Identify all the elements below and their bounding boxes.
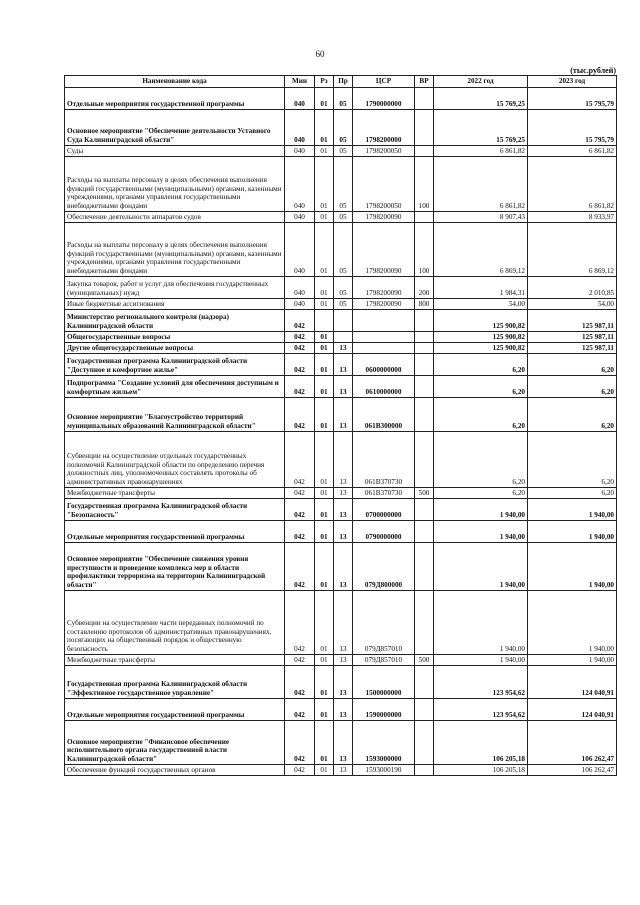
cell-min: 042: [285, 699, 315, 721]
table-row: [65, 110, 617, 146]
cell-csr: 1590000000: [353, 699, 415, 721]
units-label: (тыс.рублей): [570, 66, 616, 75]
cell-2023: 124 040,91: [528, 666, 617, 699]
cell-name: Расходы на выплаты персоналу в целях обеспечения выполнения функций государственными (муниципальными) органами, казенными учреждениями, органами управления государственными внебюджетными фондами: [65, 223, 285, 277]
cell-2023: 1 940,00: [528, 499, 617, 521]
cell-2022: 1 984,31: [434, 277, 528, 299]
cell-2022: 15 769,25: [434, 110, 528, 146]
cell-vr: [415, 591, 434, 655]
header-name: Наименование кода: [65, 76, 285, 88]
cell-pr: 05: [334, 146, 353, 157]
cell-pr: 05: [334, 110, 353, 146]
cell-2023: 15 795,79: [528, 88, 617, 110]
cell-2022: 6 861,82: [434, 146, 528, 157]
table-row: [65, 376, 617, 398]
cell-min: 042: [285, 721, 315, 765]
cell-min: 042: [285, 488, 315, 499]
header-pr: Пр: [334, 76, 353, 88]
cell-2022: 15 769,25: [434, 88, 528, 110]
cell-min: 040: [285, 88, 315, 110]
cell-pr: 13: [334, 376, 353, 398]
cell-pr: 13: [334, 354, 353, 376]
cell-min: 042: [285, 432, 315, 488]
cell-2023: 1 940,00: [528, 543, 617, 591]
cell-vr: [415, 332, 434, 343]
cell-csr: 1798200050: [353, 146, 415, 157]
cell-2022: 1 940,00: [434, 655, 528, 666]
cell-2022: 54,00: [434, 299, 528, 310]
table-body: [65, 88, 617, 776]
cell-rz: 01: [315, 88, 334, 110]
table-row: [65, 699, 617, 721]
cell-name: Иные бюджетные ассигнования: [65, 299, 285, 310]
cell-csr: 1798200000: [353, 110, 415, 146]
cell-pr: 13: [334, 699, 353, 721]
cell-2023: 6 861,82: [528, 157, 617, 212]
cell-pr: 05: [334, 88, 353, 110]
cell-min: 040: [285, 157, 315, 212]
cell-vr: 200: [415, 277, 434, 299]
cell-csr: 1593000000: [353, 721, 415, 765]
cell-vr: [415, 310, 434, 332]
table-row: [65, 354, 617, 376]
cell-pr: 13: [334, 765, 353, 776]
cell-name: Государственная программа Калининградской области "Безопасность": [65, 499, 285, 521]
cell-pr: 05: [334, 299, 353, 310]
cell-2022: 125 900,82: [434, 343, 528, 354]
table-row: [65, 432, 617, 488]
cell-2023: 1 940,00: [528, 591, 617, 655]
cell-min: 042: [285, 310, 315, 332]
cell-vr: [415, 721, 434, 765]
cell-min: 040: [285, 277, 315, 299]
cell-csr: 061В300000: [353, 398, 415, 432]
cell-csr: 079Д857010: [353, 591, 415, 655]
cell-min: 042: [285, 765, 315, 776]
cell-name: Основное мероприятие "Финансовое обеспечение исполнительного органа государственной власти Калининградской области": [65, 721, 285, 765]
cell-csr: 0790000000: [353, 521, 415, 543]
cell-vr: [415, 354, 434, 376]
table-row: [65, 666, 617, 699]
cell-rz: 01: [315, 157, 334, 212]
cell-csr: [353, 332, 415, 343]
cell-pr: [334, 332, 353, 343]
cell-name: Отдельные мероприятия государственной программы: [65, 699, 285, 721]
cell-2022: 6,20: [434, 432, 528, 488]
cell-pr: 13: [334, 666, 353, 699]
cell-rz: 01: [315, 277, 334, 299]
cell-name: Государственная программа Калининградской области "Эффективное государственное управление": [65, 666, 285, 699]
cell-rz: 01: [315, 499, 334, 521]
cell-csr: 1798200090: [353, 212, 415, 223]
cell-pr: [334, 310, 353, 332]
cell-rz: 01: [315, 521, 334, 543]
cell-pr: 13: [334, 655, 353, 666]
table-row: [65, 157, 617, 212]
cell-min: 042: [285, 543, 315, 591]
cell-rz: 01: [315, 299, 334, 310]
cell-2023: 125 987,11: [528, 343, 617, 354]
cell-vr: [415, 376, 434, 398]
cell-min: 040: [285, 110, 315, 146]
cell-2022: 123 954,62: [434, 699, 528, 721]
cell-name: Расходы на выплаты персоналу в целях обеспечения выполнения функций государственными (муниципальными) органами, казенными учреждениями, органами управления государственными внебюджетными фондами: [65, 157, 285, 212]
table-row: [65, 343, 617, 354]
cell-2023: 1 940,00: [528, 521, 617, 543]
cell-csr: 1593000190: [353, 765, 415, 776]
cell-2023: 6,20: [528, 398, 617, 432]
cell-2022: 1 940,00: [434, 499, 528, 521]
header-csr: ЦСР: [353, 76, 415, 88]
cell-vr: [415, 765, 434, 776]
cell-name: Суды: [65, 146, 285, 157]
table-row: [65, 721, 617, 765]
cell-2022: 106 205,18: [434, 765, 528, 776]
cell-2023: 15 795,79: [528, 110, 617, 146]
cell-name: Межбюджетные трансферты: [65, 655, 285, 666]
cell-rz: 01: [315, 343, 334, 354]
cell-name: Субвенции на осуществление отдельных государственных полномочий Калининградской области по определению перечня должностных лиц, уполномоченных составлять протоколы об административных правонарушениях: [65, 432, 285, 488]
cell-vr: [415, 110, 434, 146]
table-row: [65, 310, 617, 332]
cell-rz: 01: [315, 655, 334, 666]
cell-2023: 124 040,91: [528, 699, 617, 721]
cell-2022: 125 900,82: [434, 332, 528, 343]
cell-2023: 1 940,00: [528, 655, 617, 666]
cell-vr: [415, 146, 434, 157]
cell-2023: 6 869,12: [528, 223, 617, 277]
cell-rz: 01: [315, 543, 334, 591]
cell-pr: 13: [334, 488, 353, 499]
table-row: [65, 223, 617, 277]
cell-2022: 6,20: [434, 488, 528, 499]
cell-2023: 6,20: [528, 376, 617, 398]
cell-2023: 125 987,11: [528, 332, 617, 343]
cell-name: Отдельные мероприятия государственной программы: [65, 521, 285, 543]
cell-rz: 01: [315, 699, 334, 721]
cell-vr: 500: [415, 488, 434, 499]
cell-name: Другие общегосударственные вопросы: [65, 343, 285, 354]
cell-2022: 6 869,12: [434, 223, 528, 277]
cell-vr: [415, 398, 434, 432]
cell-csr: 0600000000: [353, 354, 415, 376]
cell-name: Закупка товаров, работ и услуг для обеспечения государственных (муниципальных) нужд: [65, 277, 285, 299]
cell-vr: [415, 521, 434, 543]
cell-name: Государственная программа Калининградской области "Доступное и комфортное жилье": [65, 354, 285, 376]
table-row: [65, 765, 617, 776]
cell-rz: 01: [315, 354, 334, 376]
cell-vr: 800: [415, 299, 434, 310]
cell-2023: 8 933,97: [528, 212, 617, 223]
cell-csr: [353, 343, 415, 354]
cell-csr: 0700000000: [353, 499, 415, 521]
table-row: [65, 277, 617, 299]
cell-rz: 01: [315, 212, 334, 223]
cell-min: 040: [285, 212, 315, 223]
cell-min: 042: [285, 591, 315, 655]
cell-2022: 123 954,62: [434, 666, 528, 699]
table-row: [65, 146, 617, 157]
header-2023: 2023 год: [528, 76, 617, 88]
cell-min: 042: [285, 354, 315, 376]
cell-rz: 01: [315, 765, 334, 776]
cell-min: 040: [285, 223, 315, 277]
table-row: [65, 521, 617, 543]
cell-name: Общегосударственные вопросы: [65, 332, 285, 343]
cell-name: Отдельные мероприятия государственной программы: [65, 88, 285, 110]
table-row: [65, 212, 617, 223]
cell-min: 040: [285, 146, 315, 157]
cell-vr: [415, 666, 434, 699]
cell-vr: [415, 699, 434, 721]
cell-min: 042: [285, 499, 315, 521]
cell-2022: 1 940,00: [434, 591, 528, 655]
cell-csr: 1798200090: [353, 299, 415, 310]
cell-2022: 8 907,43: [434, 212, 528, 223]
cell-name: Основное мероприятие "Обеспечение деятельности Уставного Суда Калининградской области": [65, 110, 285, 146]
cell-name: Основное мероприятие "Обеспечение снижения уровня преступности и проведение комплекса мер в области профилактики терроризма на территории Калининградской области": [65, 543, 285, 591]
cell-pr: 13: [334, 499, 353, 521]
cell-csr: 079Д800000: [353, 543, 415, 591]
cell-pr: 13: [334, 543, 353, 591]
cell-2023: 6,20: [528, 354, 617, 376]
cell-rz: 01: [315, 332, 334, 343]
cell-min: 042: [285, 343, 315, 354]
cell-rz: 01: [315, 376, 334, 398]
cell-rz: 01: [315, 721, 334, 765]
cell-2023: 2 010,85: [528, 277, 617, 299]
table-row: [65, 299, 617, 310]
budget-table: [64, 75, 617, 776]
cell-csr: 1798200090: [353, 277, 415, 299]
cell-vr: [415, 543, 434, 591]
table-row: [65, 398, 617, 432]
cell-2023: 6,20: [528, 432, 617, 488]
cell-vr: [415, 343, 434, 354]
cell-min: 042: [285, 332, 315, 343]
cell-2022: 106 205,18: [434, 721, 528, 765]
cell-vr: [415, 212, 434, 223]
cell-pr: 13: [334, 591, 353, 655]
header-min: Мин: [285, 76, 315, 88]
cell-csr: 079Д857010: [353, 655, 415, 666]
cell-min: 042: [285, 398, 315, 432]
cell-name: Подпрограмма "Создание условий для обеспечения доступным и комфортным жильем": [65, 376, 285, 398]
cell-vr: [415, 499, 434, 521]
cell-rz: 01: [315, 666, 334, 699]
cell-pr: 13: [334, 343, 353, 354]
cell-rz: 01: [315, 398, 334, 432]
cell-2022: 6,20: [434, 398, 528, 432]
cell-vr: [415, 88, 434, 110]
cell-pr: 13: [334, 721, 353, 765]
cell-pr: 05: [334, 212, 353, 223]
cell-rz: 01: [315, 488, 334, 499]
table-row: [65, 488, 617, 499]
header-2022: 2022 год: [434, 76, 528, 88]
cell-min: 042: [285, 376, 315, 398]
cell-2022: 6 861,82: [434, 157, 528, 212]
cell-min: 042: [285, 655, 315, 666]
cell-csr: 061В370730: [353, 432, 415, 488]
cell-rz: 01: [315, 591, 334, 655]
cell-2023: 6,20: [528, 488, 617, 499]
cell-vr: [415, 432, 434, 488]
cell-name: Министерство регионального контроля (надзора) Калининградской области: [65, 310, 285, 332]
table-row: [65, 88, 617, 110]
table-row: [65, 499, 617, 521]
page-number: 60: [315, 49, 325, 59]
cell-rz: [315, 310, 334, 332]
table-row: [65, 332, 617, 343]
cell-2022: 1 940,00: [434, 543, 528, 591]
cell-2023: 106 262,47: [528, 721, 617, 765]
cell-2022: 6,20: [434, 354, 528, 376]
cell-2022: 1 940,00: [434, 521, 528, 543]
table-header-row: [65, 76, 617, 88]
cell-min: 042: [285, 666, 315, 699]
cell-rz: 01: [315, 432, 334, 488]
cell-pr: 05: [334, 157, 353, 212]
cell-rz: 01: [315, 146, 334, 157]
cell-name: Межбюджетные трансферты: [65, 488, 285, 499]
cell-csr: 1500000000: [353, 666, 415, 699]
cell-pr: 13: [334, 432, 353, 488]
cell-csr: 1790000000: [353, 88, 415, 110]
cell-vr: 100: [415, 157, 434, 212]
cell-name: Основное мероприятие "Благоустройство территорий муниципальных образований Калининградской области": [65, 398, 285, 432]
cell-name: Обеспечение функций государственных органов: [65, 765, 285, 776]
cell-csr: [353, 310, 415, 332]
cell-pr: 05: [334, 277, 353, 299]
cell-2023: 125 987,11: [528, 310, 617, 332]
cell-csr: 061В370730: [353, 488, 415, 499]
cell-2023: 54,00: [528, 299, 617, 310]
cell-vr: 100: [415, 223, 434, 277]
table-row: [65, 655, 617, 666]
cell-name: Обеспечение деятельности аппаратов судов: [65, 212, 285, 223]
cell-csr: 1798200090: [353, 223, 415, 277]
cell-vr: 500: [415, 655, 434, 666]
cell-2022: 6,20: [434, 376, 528, 398]
cell-rz: 01: [315, 110, 334, 146]
cell-min: 040: [285, 299, 315, 310]
cell-2023: 6 861,82: [528, 146, 617, 157]
table-row: [65, 591, 617, 655]
cell-csr: 0610000000: [353, 376, 415, 398]
cell-2022: 125 900,82: [434, 310, 528, 332]
cell-pr: 13: [334, 398, 353, 432]
cell-name: Субвенции на осуществление части переданных полномочий по составлению протоколов об административных правонарушениях, посягающих на общественный порядок и общественную безопасность: [65, 591, 285, 655]
cell-pr: 13: [334, 521, 353, 543]
cell-pr: 05: [334, 223, 353, 277]
table-row: [65, 543, 617, 591]
header-rz: Рз: [315, 76, 334, 88]
cell-csr: 1798200050: [353, 157, 415, 212]
cell-min: 042: [285, 521, 315, 543]
cell-2023: 106 262,47: [528, 765, 617, 776]
cell-rz: 01: [315, 223, 334, 277]
header-vr: ВР: [415, 76, 434, 88]
